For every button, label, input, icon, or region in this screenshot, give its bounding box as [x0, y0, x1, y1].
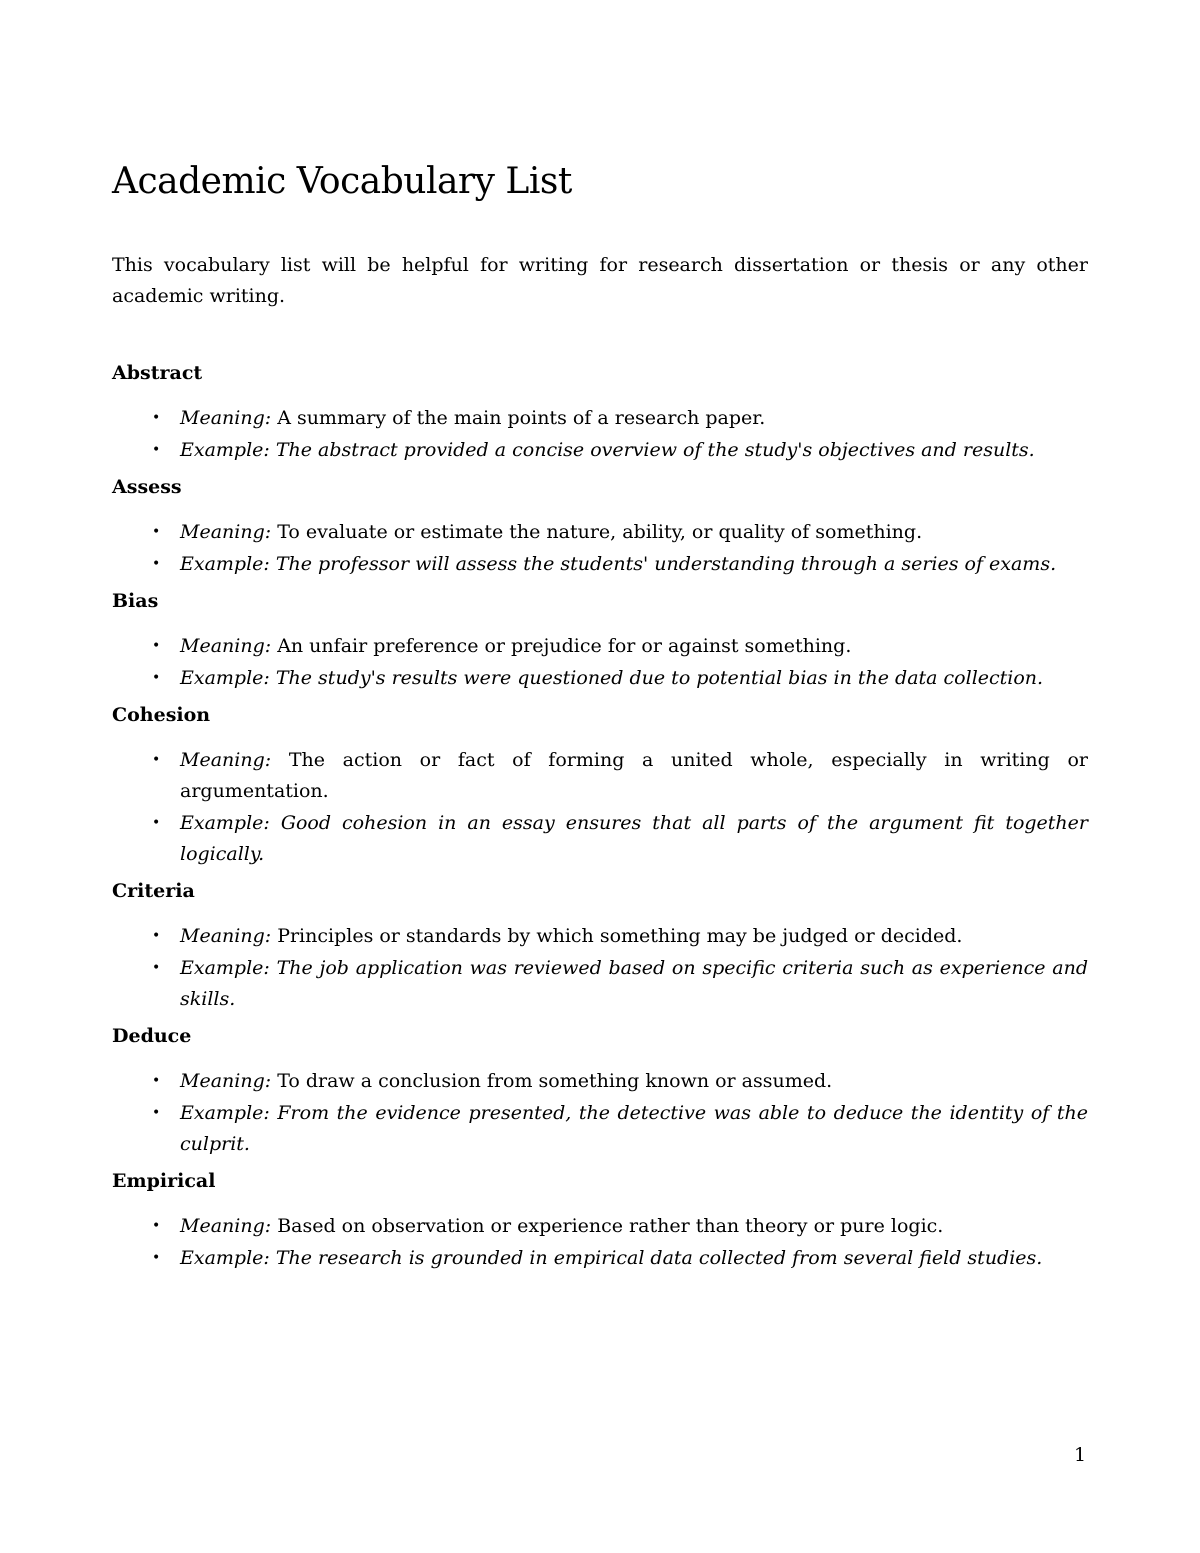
definition-list — [112, 921, 1088, 1015]
example-text: The job application was reviewed based on specific criteria such as experience and skills. — [180, 957, 1089, 1010]
example-text: The study's results were questioned due to potential bias in the data collection. — [275, 667, 1044, 689]
bullet-icon: • — [152, 1105, 161, 1121]
example-text: The professor will assess the students' understanding through a series of exams. — [275, 553, 1057, 575]
definition-list — [112, 631, 1088, 694]
vocabulary-term: Abstract — [112, 362, 203, 384]
vocabulary-term: Cohesion — [112, 704, 211, 726]
example-item — [112, 1243, 1088, 1274]
meaning-item — [112, 631, 1088, 662]
meaning-item — [112, 745, 1088, 807]
example-label: Example: — [180, 1102, 278, 1124]
bullet-icon: • — [152, 1218, 161, 1234]
vocabulary-term: Assess — [112, 476, 182, 498]
example-label: Example: — [180, 553, 276, 575]
meaning-label: Meaning: — [180, 635, 278, 657]
meaning-label: Meaning: — [180, 749, 289, 771]
bullet-icon: • — [152, 556, 161, 572]
definition-list — [112, 745, 1088, 870]
definition-list — [112, 517, 1088, 580]
example-label: Example: — [180, 439, 276, 461]
bullet-icon: • — [152, 670, 161, 686]
vocabulary-entry — [112, 1166, 1088, 1274]
vocabulary-entry — [112, 1021, 1088, 1160]
definition-list — [112, 1211, 1088, 1274]
example-item — [112, 1098, 1088, 1160]
vocabulary-entry — [112, 700, 1088, 870]
meaning-text: To draw a conclusion from something known or assumed. — [277, 1070, 833, 1092]
page-number: 1 — [1074, 1444, 1087, 1466]
example-label: Example: — [180, 957, 277, 979]
bullet-icon: • — [152, 752, 161, 768]
vocabulary-term: Deduce — [112, 1025, 192, 1047]
meaning-label: Meaning: — [180, 407, 278, 429]
meaning-text: Principles or standards by which something may be judged or decided. — [277, 925, 963, 947]
vocabulary-list — [112, 358, 1088, 1280]
meaning-item — [112, 1211, 1088, 1242]
definition-list — [112, 403, 1088, 466]
meaning-label: Meaning: — [180, 1215, 278, 1237]
bullet-icon: • — [152, 410, 161, 426]
example-label: Example: — [180, 812, 281, 834]
example-item — [112, 435, 1088, 466]
definition-list — [112, 1066, 1088, 1160]
intro-paragraph: This vocabulary list will be helpful for writing for research dissertation or thesis or any other academic writing. — [112, 254, 1088, 307]
bullet-icon: • — [152, 960, 161, 976]
example-item — [112, 953, 1088, 1015]
meaning-text: To evaluate or estimate the nature, ability, or quality of something. — [277, 521, 923, 543]
bullet-icon: • — [152, 815, 161, 831]
example-text: The research is grounded in empirical data collected from several field studies. — [275, 1247, 1043, 1269]
meaning-item — [112, 1066, 1088, 1097]
meaning-label: Meaning: — [180, 521, 278, 543]
meaning-label: Meaning: — [180, 1070, 278, 1092]
example-item — [112, 663, 1088, 694]
meaning-label: Meaning: — [180, 925, 278, 947]
example-label: Example: — [180, 1247, 276, 1269]
bullet-icon: • — [152, 442, 161, 458]
meaning-text: A summary of the main points of a research paper. — [277, 407, 766, 429]
vocabulary-entry — [112, 358, 1088, 466]
vocabulary-term: Bias — [112, 590, 159, 612]
meaning-text: An unfair preference or prejudice for or against something. — [277, 635, 852, 657]
bullet-icon: • — [152, 638, 161, 654]
example-text: Good cohesion in an essay ensures that all parts of the argument fit together logically. — [180, 812, 1088, 865]
example-text: The abstract provided a concise overview of the study's objectives and results. — [275, 439, 1035, 461]
page-title: Academic Vocabulary List — [112, 161, 572, 202]
example-item — [112, 549, 1088, 580]
bullet-icon: • — [152, 1073, 161, 1089]
example-item — [112, 808, 1088, 870]
meaning-text: The action or fact of forming a united whole, especially in writing or argumentation. — [180, 749, 1088, 802]
vocabulary-term: Criteria — [112, 880, 195, 902]
example-text: From the evidence presented, the detective was able to deduce the identity of the culprit. — [180, 1102, 1088, 1155]
vocabulary-entry — [112, 876, 1088, 1015]
meaning-item — [112, 403, 1088, 434]
vocabulary-entry — [112, 472, 1088, 580]
meaning-item — [112, 921, 1088, 952]
bullet-icon: • — [152, 524, 161, 540]
meaning-item — [112, 517, 1088, 548]
vocabulary-term: Empirical — [112, 1170, 216, 1192]
example-label: Example: — [180, 667, 276, 689]
bullet-icon: • — [152, 1250, 161, 1266]
meaning-text: Based on observation or experience rather than theory or pure logic. — [277, 1215, 944, 1237]
bullet-icon: • — [152, 928, 161, 944]
vocabulary-entry — [112, 586, 1088, 694]
